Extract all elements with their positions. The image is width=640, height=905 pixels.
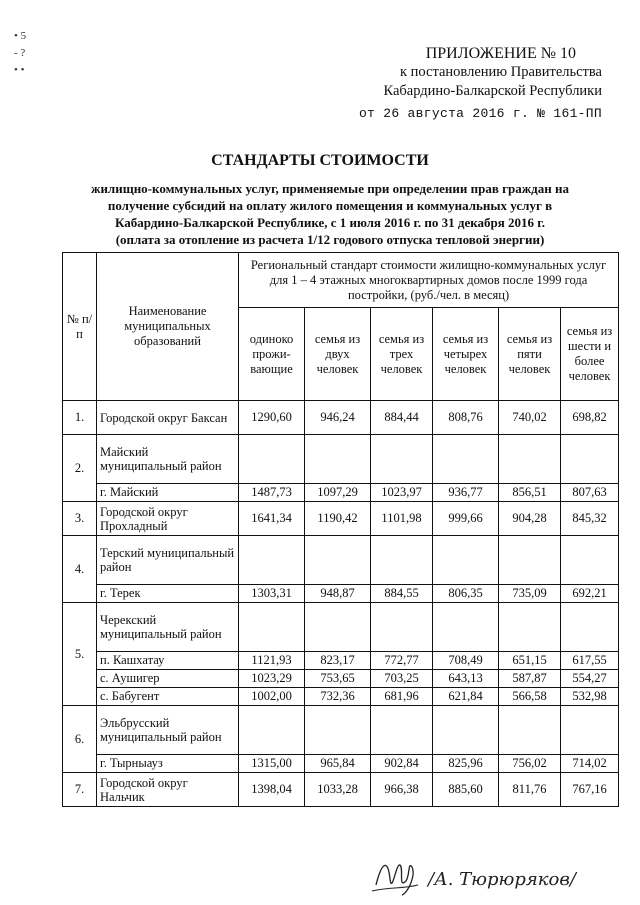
header-name: Наименование муниципальных образований [97, 253, 239, 401]
table-row [63, 502, 619, 536]
table-cell: 772,77 [371, 652, 433, 670]
table-cell: 948,87 [305, 585, 371, 603]
margin-mark: • 5 [14, 30, 27, 42]
table-row [63, 773, 619, 807]
table-cell: 621,84 [433, 688, 499, 706]
table-cell: 681,96 [371, 688, 433, 706]
appendix-line: к постановлению Правительства [400, 64, 602, 80]
table-cell: 807,63 [561, 484, 619, 502]
margin-mark: • • [14, 64, 25, 76]
table-cell: 698,82 [561, 401, 619, 435]
table-cell: 692,21 [561, 585, 619, 603]
subtitle-line: жилищно-коммунальных услуг, применяемые при определении прав граждан на [91, 181, 569, 196]
table-cell: 1033,28 [305, 773, 371, 807]
signature-image [368, 855, 628, 900]
table-cell: 806,35 [433, 585, 499, 603]
header-category: семья из двух человек [305, 308, 371, 401]
subrow-name: г. Тырныауз [97, 755, 239, 773]
table-cell: 617,55 [561, 652, 619, 670]
table-cell: 703,25 [371, 670, 433, 688]
table-row [63, 652, 619, 670]
table-cell: 965,84 [305, 755, 371, 773]
document-subtitle [60, 180, 600, 248]
table-cell: 732,36 [305, 688, 371, 706]
appendix-line: Кабардино-Балкарской Республики [383, 83, 602, 99]
table-cell: 904,28 [499, 502, 561, 536]
table-cell: 1315,00 [239, 755, 305, 773]
table-cell: 808,76 [433, 401, 499, 435]
header-category: семья из пяти человек [499, 308, 561, 401]
row-name: Майский муниципальный район [97, 435, 239, 484]
row-number: 1. [63, 401, 97, 435]
row-name: Черекский муниципальный район [97, 603, 239, 652]
row-number: 2. [63, 435, 97, 502]
table-cell: 587,87 [499, 670, 561, 688]
table-cell: 554,27 [561, 670, 619, 688]
row-number: 3. [63, 502, 97, 536]
table-cell: 825,96 [433, 755, 499, 773]
table-row [63, 688, 619, 706]
table-cell: 1487,73 [239, 484, 305, 502]
table-row [63, 401, 619, 435]
subrow-name: г. Терек [97, 585, 239, 603]
subtitle-line: (оплата за отопление из расчета 1/12 годового отпуска тепловой энергии) [115, 232, 545, 247]
margin-marks [14, 28, 26, 79]
table-cell: 1303,31 [239, 585, 305, 603]
header-category: семья из четырех человек [433, 308, 499, 401]
table-cell: 708,49 [433, 652, 499, 670]
table-row [63, 603, 619, 652]
table-cell: 936,77 [433, 484, 499, 502]
table-cell: 1002,00 [239, 688, 305, 706]
document-title: СТАНДАРТЫ СТОИМОСТИ [211, 152, 429, 169]
subrow-name: г. Майский [97, 484, 239, 502]
appendix-title: ПРИЛОЖЕНИЕ № 10 [425, 45, 576, 62]
subrow-name: с. Аушигер [97, 670, 239, 688]
subtitle-line: получение субсидий на оплату жилого помещения и коммунальных услуг в [107, 198, 553, 213]
row-number: 7. [63, 773, 97, 807]
table-cell: 566,58 [499, 688, 561, 706]
table-cell: 767,16 [561, 773, 619, 807]
row-number: 4. [63, 536, 97, 603]
table-row [63, 585, 619, 603]
table-row [63, 435, 619, 484]
table-cell: 1398,04 [239, 773, 305, 807]
table-cell: 532,98 [561, 688, 619, 706]
appendix-date: от 26 августа 2016 г. № 161-ПП [358, 106, 602, 121]
header-category: семья из трех человек [371, 308, 433, 401]
header-category: семья из шести и более человек [561, 308, 619, 401]
table-cell: 884,55 [371, 585, 433, 603]
header-category: одиноко прожи- вающие [239, 308, 305, 401]
row-name: Эльбрусский муниципальный район [97, 706, 239, 755]
table-cell: 753,65 [305, 670, 371, 688]
row-number: 6. [63, 706, 97, 773]
table-cell: 1101,98 [371, 502, 433, 536]
table-cell: 966,38 [371, 773, 433, 807]
row-name: Терский муниципальный район [97, 536, 239, 585]
row-number: 5. [63, 603, 97, 706]
signature-text: /А. Тюрюряков/ [428, 869, 576, 890]
table-cell: 651,15 [499, 652, 561, 670]
table-cell: 643,13 [433, 670, 499, 688]
table-cell: 1023,29 [239, 670, 305, 688]
subrow-name: с. Бабугент [97, 688, 239, 706]
header-number: № п/п [63, 253, 97, 401]
row-name: Городской округ Баксан [97, 401, 239, 435]
table-cell: 856,51 [499, 484, 561, 502]
table-row [63, 536, 619, 585]
table-cell: 1023,97 [371, 484, 433, 502]
table-cell: 902,84 [371, 755, 433, 773]
table-cell: 1290,60 [239, 401, 305, 435]
table-cell: 999,66 [433, 502, 499, 536]
table-cell: 845,32 [561, 502, 619, 536]
table-cell: 885,60 [433, 773, 499, 807]
table-cell: 714,02 [561, 755, 619, 773]
table-cell: 756,02 [499, 755, 561, 773]
table-row [63, 706, 619, 755]
table-cell: 740,02 [499, 401, 561, 435]
row-name: Городской округ Нальчик [97, 773, 239, 807]
appendix-block [359, 44, 602, 123]
table-cell: 946,24 [305, 401, 371, 435]
table-cell: 1097,29 [305, 484, 371, 502]
standards-table [62, 252, 619, 807]
header-group: Региональный стандарт стоимости жилищно-коммунальных услуг для 1 – 4 этажных многоквартирных домов после 1999 года постройки, (руб./чел. в месяц) [239, 253, 619, 308]
table-cell: 1641,34 [239, 502, 305, 536]
margin-mark: - ? [14, 47, 26, 59]
table-cell: 884,44 [371, 401, 433, 435]
row-name: Городской округ Прохладный [97, 502, 239, 536]
subtitle-line: Кабардино-Балкарской Республике, с 1 июля 2016 г. по 31 декабря 2016 г. [115, 215, 545, 230]
subrow-name: п. Кашхатау [97, 652, 239, 670]
table-cell: 1121,93 [239, 652, 305, 670]
table-cell: 823,17 [305, 652, 371, 670]
table-cell: 735,09 [499, 585, 561, 603]
table-cell: 1190,42 [305, 502, 371, 536]
table-cell: 811,76 [499, 773, 561, 807]
table-row [63, 670, 619, 688]
table-row [63, 484, 619, 502]
table-row [63, 755, 619, 773]
